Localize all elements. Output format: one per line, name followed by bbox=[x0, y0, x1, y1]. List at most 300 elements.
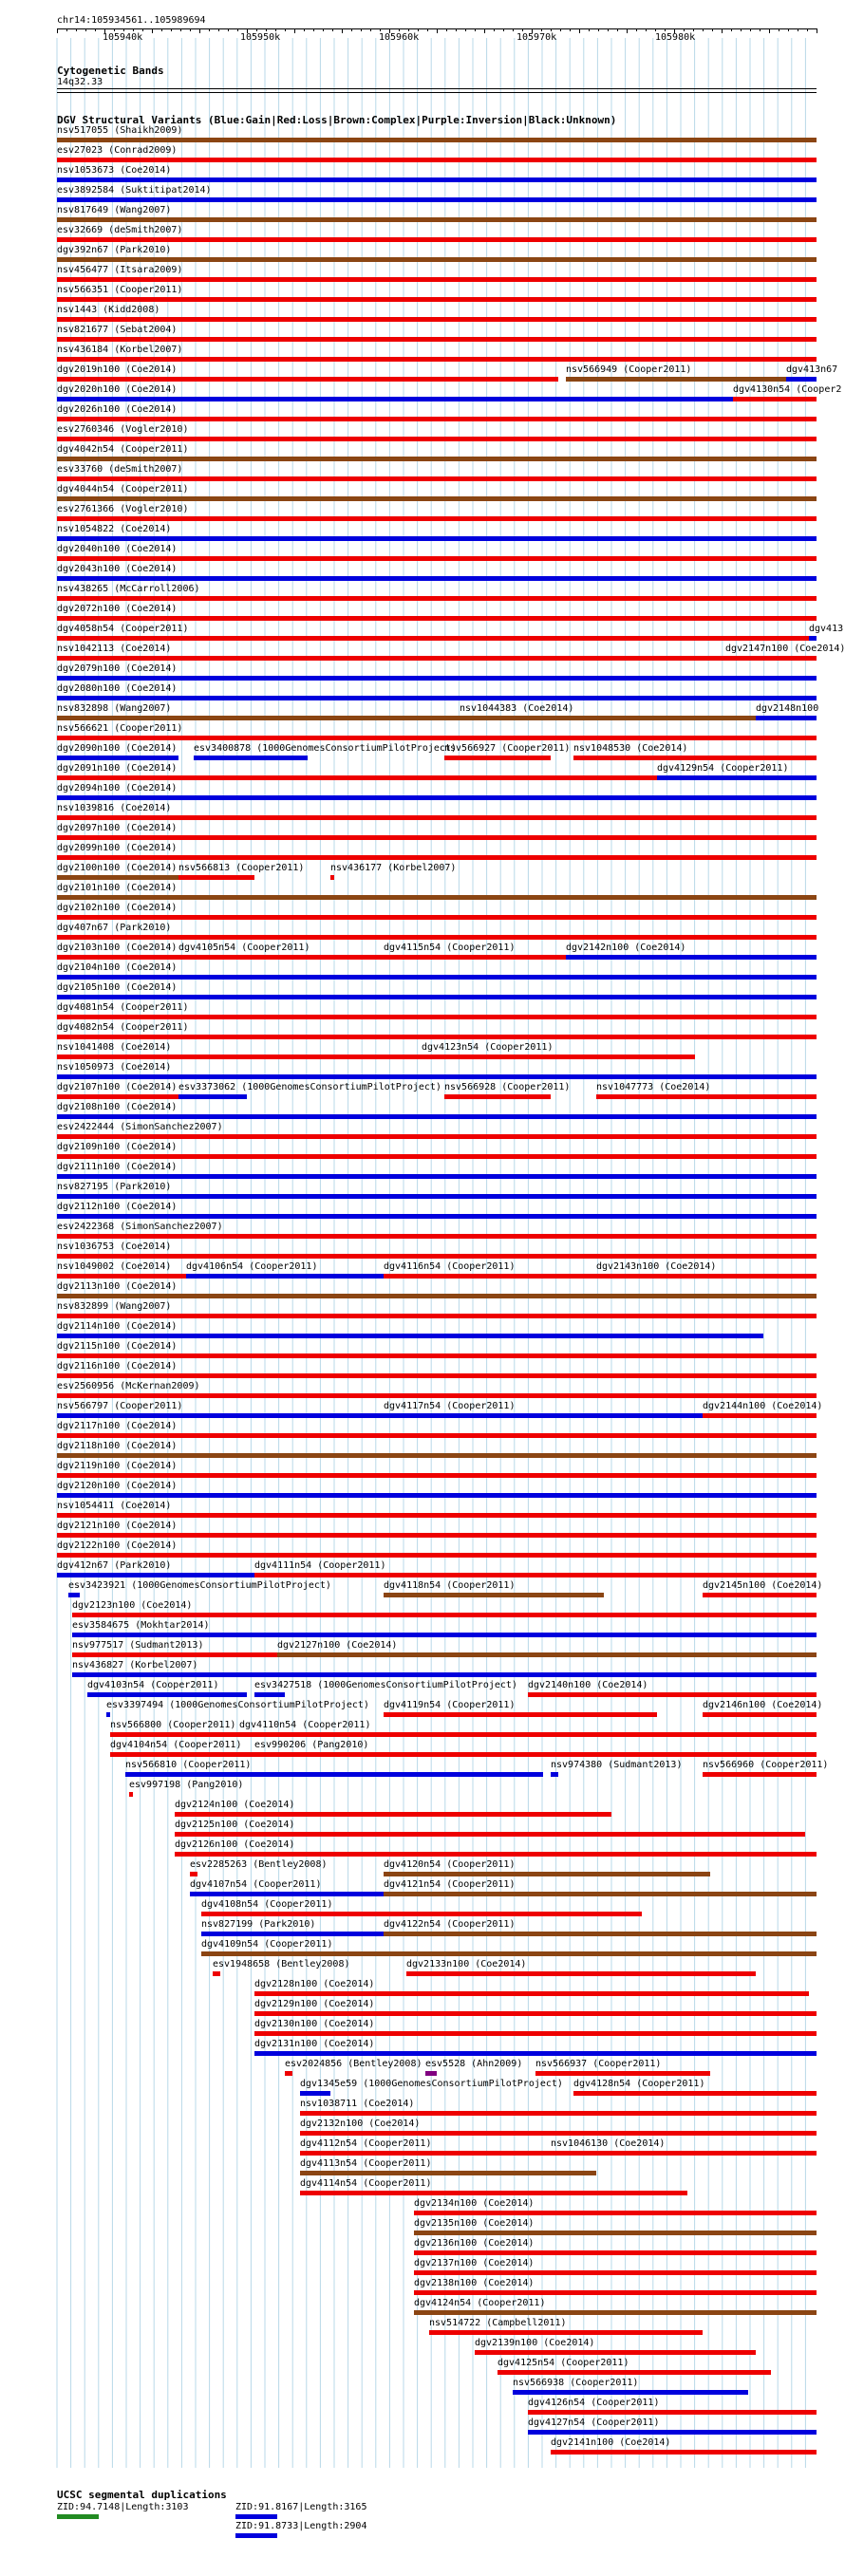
variant-label[interactable]: dgv4118n54 (Cooper2011) bbox=[384, 1580, 516, 1591]
variant-label[interactable]: dgv4122n54 (Cooper2011) bbox=[384, 1919, 516, 1930]
variant-label[interactable]: nsv517055 (Shaikh2009) bbox=[57, 125, 183, 136]
variant-label[interactable]: nsv1042113 (Coe2014) bbox=[57, 644, 172, 654]
variant-label[interactable]: dgv4130n54 (Cooper2 bbox=[733, 384, 842, 395]
variant-bar-loss[interactable] bbox=[573, 2091, 817, 2096]
variant-bar-loss[interactable] bbox=[57, 1154, 817, 1159]
variant-bar-loss[interactable] bbox=[703, 1772, 817, 1777]
variant-label[interactable]: dgv2121n100 (Coe2014) bbox=[57, 1521, 178, 1531]
variant-bar-loss[interactable] bbox=[178, 955, 384, 960]
variant-bar-loss[interactable] bbox=[57, 1274, 186, 1279]
variant-bar-gain[interactable] bbox=[551, 1772, 558, 1777]
variant-bar-loss[interactable] bbox=[239, 1732, 817, 1737]
variant-bar-gain[interactable] bbox=[657, 775, 817, 780]
variant-bar-loss[interactable] bbox=[57, 277, 817, 282]
variant-bar-loss[interactable] bbox=[444, 756, 551, 760]
variant-bar-complex[interactable] bbox=[57, 895, 817, 900]
variant-label[interactable]: dgv2131n100 (Coe2014) bbox=[254, 2039, 375, 2049]
variant-bar-loss[interactable] bbox=[300, 2191, 687, 2195]
variant-bar-complex[interactable] bbox=[57, 1294, 817, 1298]
variant-bar-loss[interactable] bbox=[414, 2250, 817, 2255]
variant-bar-loss[interactable] bbox=[254, 1752, 817, 1757]
variant-label[interactable]: dgv4044n54 (Cooper2011) bbox=[57, 484, 189, 495]
segdup-label[interactable]: ZID:91.8167|Length:3165 bbox=[235, 2502, 367, 2512]
variant-label[interactable]: nsv827199 (Park2010) bbox=[201, 1919, 316, 1930]
variant-bar-gain[interactable] bbox=[57, 397, 733, 401]
variant-bar-loss[interactable] bbox=[175, 1832, 805, 1837]
variant-label[interactable]: nsv566621 (Cooper2011) bbox=[57, 723, 183, 734]
variant-label[interactable]: dgv2117n100 (Coe2014) bbox=[57, 1421, 178, 1431]
variant-label[interactable]: dgv2148n100 bbox=[756, 703, 819, 714]
variant-bar-gain[interactable] bbox=[186, 1274, 384, 1279]
variant-bar-gain[interactable] bbox=[786, 377, 817, 382]
variant-label[interactable]: nsv1047773 (Coe2014) bbox=[596, 1082, 711, 1092]
variant-label[interactable]: dgv2146n100 (Coe2014) bbox=[703, 1700, 823, 1710]
variant-label[interactable]: dgv2119n100 (Coe2014) bbox=[57, 1461, 178, 1471]
variant-label[interactable]: nsv566928 (Cooper2011) bbox=[444, 1082, 571, 1092]
variant-label[interactable]: dgv2136n100 (Coe2014) bbox=[414, 2238, 535, 2249]
variant-label[interactable]: nsv827195 (Park2010) bbox=[57, 1182, 172, 1192]
variant-label[interactable]: nsv456477 (Itsara2009) bbox=[57, 265, 183, 275]
variant-bar-loss[interactable] bbox=[703, 1712, 817, 1717]
variant-bar-loss[interactable] bbox=[57, 237, 817, 242]
variant-label[interactable]: nsv1053673 (Coe2014) bbox=[57, 165, 172, 176]
variant-label[interactable]: dgv4125n54 (Cooper2011) bbox=[498, 2358, 629, 2368]
variant-bar-loss[interactable] bbox=[57, 855, 817, 860]
variant-bar-gain[interactable] bbox=[57, 197, 817, 202]
variant-bar-loss[interactable] bbox=[596, 1094, 817, 1099]
variant-bar-gain[interactable] bbox=[384, 1413, 703, 1418]
variant-bar-loss[interactable] bbox=[254, 2031, 817, 2036]
variant-label[interactable]: esv5528 (Ahn2009) bbox=[425, 2059, 523, 2069]
variant-bar-loss[interactable] bbox=[57, 636, 809, 641]
variant-bar-gain[interactable] bbox=[57, 1493, 817, 1498]
variant-bar-loss[interactable] bbox=[57, 1533, 817, 1538]
variant-bar-gain[interactable] bbox=[809, 636, 817, 641]
variant-label[interactable]: esv3427518 (1000GenomesConsortiumPilotProject) bbox=[254, 1680, 517, 1690]
variant-bar-loss[interactable] bbox=[72, 1613, 817, 1617]
variant-bar-loss[interactable] bbox=[384, 955, 566, 960]
variant-label[interactable]: esv2285263 (Bentley2008) bbox=[190, 1859, 328, 1870]
variant-bar-loss[interactable] bbox=[498, 2370, 771, 2375]
variant-bar-complex[interactable] bbox=[566, 377, 786, 382]
variant-bar-complex[interactable] bbox=[57, 138, 817, 142]
variant-bar-gain[interactable] bbox=[68, 1593, 80, 1597]
variant-bar-loss[interactable] bbox=[175, 1852, 817, 1857]
variant-bar-loss[interactable] bbox=[384, 1712, 657, 1717]
variant-label[interactable]: dgv4112n54 (Cooper2011) bbox=[300, 2138, 432, 2149]
variant-bar-gain[interactable] bbox=[72, 1633, 817, 1637]
variant-bar-gain[interactable] bbox=[57, 995, 817, 999]
variant-bar-complex[interactable] bbox=[57, 457, 817, 461]
variant-bar-gain[interactable] bbox=[300, 2091, 330, 2096]
variant-bar-complex[interactable] bbox=[384, 1892, 817, 1896]
variant-label[interactable]: dgv2125n100 (Coe2014) bbox=[175, 1820, 295, 1830]
variant-bar-loss[interactable] bbox=[57, 1433, 817, 1438]
variant-label[interactable]: dgv4105n54 (Cooper2011) bbox=[178, 943, 310, 953]
variant-label[interactable]: nsv832899 (Wang2007) bbox=[57, 1301, 172, 1312]
variant-bar-gain[interactable] bbox=[57, 1074, 817, 1079]
variant-label[interactable]: nsv566800 (Cooper2011) bbox=[110, 1720, 236, 1730]
variant-label[interactable]: dgv2104n100 (Coe2014) bbox=[57, 962, 178, 973]
variant-bar-loss[interactable] bbox=[57, 596, 817, 601]
variant-bar-loss[interactable] bbox=[72, 1652, 277, 1657]
variant-bar-complex[interactable] bbox=[384, 1872, 710, 1876]
variant-label[interactable]: nsv436184 (Korbel2007) bbox=[57, 345, 183, 355]
variant-bar-loss[interactable] bbox=[57, 656, 725, 661]
variant-bar-loss[interactable] bbox=[725, 656, 817, 661]
variant-bar-complex[interactable] bbox=[57, 257, 817, 262]
segdup-label[interactable]: ZID:91.8733|Length:2904 bbox=[235, 2521, 367, 2531]
variant-bar-complex[interactable] bbox=[201, 1951, 817, 1956]
variant-bar-gain[interactable] bbox=[57, 795, 817, 800]
variant-bar-loss[interactable] bbox=[528, 2410, 817, 2415]
variant-label[interactable]: dgv2103n100 (Coe2014) bbox=[57, 943, 178, 953]
variant-label[interactable]: dgv2090n100 (Coe2014) bbox=[57, 743, 178, 754]
variant-label[interactable]: dgv2094n100 (Coe2014) bbox=[57, 783, 178, 793]
variant-bar-complex[interactable] bbox=[384, 1932, 817, 1936]
variant-bar-loss[interactable] bbox=[190, 1872, 197, 1876]
variant-label[interactable]: dgv2135n100 (Coe2014) bbox=[414, 2218, 535, 2229]
segdup-bar[interactable] bbox=[235, 2514, 277, 2519]
variant-label[interactable]: nsv1041408 (Coe2014) bbox=[57, 1042, 172, 1053]
variant-bar-loss[interactable] bbox=[178, 875, 254, 880]
variant-label[interactable]: dgv4124n54 (Cooper2011) bbox=[414, 2298, 546, 2308]
variant-label[interactable]: esv990206 (Pang2010) bbox=[254, 1740, 369, 1750]
variant-label[interactable]: dgv392n67 (Park2010) bbox=[57, 245, 172, 255]
coordinate-ruler[interactable] bbox=[57, 28, 817, 47]
variant-label[interactable]: dgv2120n100 (Coe2014) bbox=[57, 1481, 178, 1491]
variant-label[interactable]: dgv2080n100 (Coe2014) bbox=[57, 683, 178, 694]
variant-bar-gain[interactable] bbox=[57, 696, 817, 700]
variant-label[interactable]: dgv2138n100 (Coe2014) bbox=[414, 2278, 535, 2288]
variant-label[interactable]: dgv2116n100 (Coe2014) bbox=[57, 1361, 178, 1372]
variant-label[interactable]: dgv2140n100 (Coe2014) bbox=[528, 1680, 648, 1690]
variant-bar-loss[interactable] bbox=[528, 1692, 817, 1697]
variant-bar-loss[interactable] bbox=[57, 377, 558, 382]
variant-bar-complex[interactable] bbox=[57, 1453, 817, 1458]
variant-label[interactable]: dgv4120n54 (Cooper2011) bbox=[384, 1859, 516, 1870]
variant-label[interactable]: dgv4106n54 (Cooper2011) bbox=[186, 1261, 318, 1272]
variant-label[interactable]: nsv977517 (Sudmant2013) bbox=[72, 1640, 204, 1651]
variant-bar-gain[interactable] bbox=[57, 975, 817, 980]
variant-label[interactable]: dgv2099n100 (Coe2014) bbox=[57, 843, 178, 853]
variant-label[interactable]: dgv2126n100 (Coe2014) bbox=[175, 1839, 295, 1850]
variant-bar-loss[interactable] bbox=[406, 1971, 756, 1976]
variant-label[interactable]: nsv1049002 (Coe2014) bbox=[57, 1261, 172, 1272]
variant-bar-loss[interactable] bbox=[414, 2270, 817, 2275]
variant-bar-gain[interactable] bbox=[254, 2051, 817, 2056]
variant-bar-complex[interactable] bbox=[277, 1652, 817, 1657]
variant-bar-gain[interactable] bbox=[72, 1672, 817, 1677]
variant-label[interactable]: esv3373062 (1000GenomesConsortiumPilotProject) bbox=[178, 1082, 441, 1092]
variant-bar-loss[interactable] bbox=[57, 437, 817, 441]
variant-bar-loss[interactable] bbox=[475, 2350, 756, 2355]
variant-label[interactable]: esv32669 (deSmith2007) bbox=[57, 225, 183, 235]
variant-label[interactable]: dgv2128n100 (Coe2014) bbox=[254, 1979, 375, 1989]
variant-label[interactable]: dgv4121n54 (Cooper2011) bbox=[384, 1879, 516, 1890]
variant-bar-gain[interactable] bbox=[57, 1413, 384, 1418]
variant-label[interactable]: dgv1345e59 (1000GenomesConsortiumPilotProject) bbox=[300, 2079, 563, 2089]
variant-label[interactable]: dgv2145n100 (Coe2014) bbox=[703, 1580, 823, 1591]
variant-label[interactable]: dgv413n67 bbox=[786, 364, 838, 375]
variant-bar-loss[interactable] bbox=[57, 1353, 817, 1358]
variant-bar-loss[interactable] bbox=[57, 616, 817, 621]
variant-label[interactable]: esv2760346 (Vogler2010) bbox=[57, 424, 189, 435]
variant-label[interactable]: dgv2079n100 (Coe2014) bbox=[57, 663, 178, 674]
variant-label[interactable]: dgv4115n54 (Cooper2011) bbox=[384, 943, 516, 953]
variant-label[interactable]: nsv832898 (Wang2007) bbox=[57, 703, 172, 714]
variant-label[interactable]: dgv2108n100 (Coe2014) bbox=[57, 1102, 178, 1112]
variant-label[interactable]: nsv1054411 (Coe2014) bbox=[57, 1501, 172, 1511]
variant-label[interactable]: esv3584675 (Mokhtar2014) bbox=[72, 1620, 210, 1631]
variant-bar-gain[interactable] bbox=[57, 756, 178, 760]
variant-bar-loss[interactable] bbox=[429, 2330, 703, 2335]
variant-label[interactable]: dgv4111n54 (Cooper2011) bbox=[254, 1560, 386, 1571]
variant-bar-loss[interactable] bbox=[414, 2211, 817, 2215]
variant-bar-loss[interactable] bbox=[57, 915, 817, 920]
variant-label[interactable]: dgv2040n100 (Coe2014) bbox=[57, 544, 178, 554]
variant-label[interactable]: nsv1050973 (Coe2014) bbox=[57, 1062, 172, 1073]
variant-label[interactable]: dgv2144n100 (Coe2014) bbox=[703, 1401, 823, 1411]
variant-bar-gain[interactable] bbox=[125, 1772, 543, 1777]
variant-bar-gain[interactable] bbox=[194, 756, 308, 760]
variant-label[interactable]: nsv1046130 (Coe2014) bbox=[551, 2138, 666, 2149]
variant-label[interactable]: dgv2114n100 (Coe2014) bbox=[57, 1321, 178, 1332]
variant-label[interactable]: dgv4113n54 (Cooper2011) bbox=[300, 2158, 432, 2169]
variant-label[interactable]: dgv2026n100 (Coe2014) bbox=[57, 404, 178, 415]
variant-label[interactable]: esv3400878 (1000GenomesConsortiumPilotProject) bbox=[194, 743, 457, 754]
variant-bar-loss[interactable] bbox=[57, 1015, 817, 1019]
variant-label[interactable]: nsv1039816 (Coe2014) bbox=[57, 803, 172, 813]
variant-label[interactable]: dgv2130n100 (Coe2014) bbox=[254, 2019, 375, 2029]
variant-label[interactable]: dgv4107n54 (Cooper2011) bbox=[190, 1879, 322, 1890]
variant-bar-loss[interactable] bbox=[57, 1234, 817, 1239]
variant-label[interactable]: esv2761366 (Vogler2010) bbox=[57, 504, 189, 514]
variant-bar-loss[interactable] bbox=[254, 1991, 809, 1996]
variant-label[interactable]: esv3397494 (1000GenomesConsortiumPilotProject) bbox=[106, 1700, 369, 1710]
variant-bar-loss[interactable] bbox=[444, 1094, 551, 1099]
variant-label[interactable]: dgv2142n100 (Coe2014) bbox=[566, 943, 686, 953]
variant-label[interactable]: nsv566949 (Cooper2011) bbox=[566, 364, 692, 375]
variant-label[interactable]: nsv1054822 (Coe2014) bbox=[57, 524, 172, 534]
variant-label[interactable]: dgv2043n100 (Coe2014) bbox=[57, 564, 178, 574]
variant-bar-loss[interactable] bbox=[384, 1274, 596, 1279]
variant-bar-gain[interactable] bbox=[566, 955, 817, 960]
variant-bar-loss[interactable] bbox=[57, 1393, 817, 1398]
variant-bar-loss[interactable] bbox=[573, 756, 817, 760]
variant-label[interactable]: dgv407n67 (Park2010) bbox=[57, 923, 172, 933]
variant-label[interactable]: dgv2105n100 (Coe2014) bbox=[57, 982, 178, 993]
variant-bar-loss[interactable] bbox=[703, 1413, 817, 1418]
segdup-label[interactable]: ZID:94.7148|Length:3103 bbox=[57, 2502, 189, 2512]
variant-label[interactable]: dgv4058n54 (Cooper2011) bbox=[57, 624, 189, 634]
variant-label[interactable]: esv2024856 (Bentley2008) bbox=[285, 2059, 422, 2069]
variant-bar-loss[interactable] bbox=[201, 1912, 642, 1916]
variant-label[interactable]: nsv566810 (Cooper2011) bbox=[125, 1760, 252, 1770]
variant-label[interactable]: esv33760 (deSmith2007) bbox=[57, 464, 183, 475]
variant-label[interactable]: nsv566927 (Cooper2011) bbox=[444, 743, 571, 754]
variant-bar-complex[interactable] bbox=[384, 1593, 604, 1597]
variant-bar-complex[interactable] bbox=[57, 716, 460, 720]
variant-bar-complex[interactable] bbox=[57, 496, 817, 501]
variant-bar-loss[interactable] bbox=[551, 2151, 817, 2156]
variant-bar-complex[interactable] bbox=[57, 875, 178, 880]
variant-bar-loss[interactable] bbox=[57, 775, 657, 780]
variant-label[interactable]: nsv1036753 (Coe2014) bbox=[57, 1241, 172, 1252]
variant-label[interactable]: dgv413 bbox=[809, 624, 844, 634]
variant-label[interactable]: dgv4082n54 (Cooper2011) bbox=[57, 1022, 189, 1033]
variant-bar-gain[interactable] bbox=[254, 1692, 285, 1697]
variant-label[interactable]: dgv2107n100 (Coe2014) bbox=[57, 1082, 178, 1092]
variant-label[interactable]: dgv2115n100 (Coe2014) bbox=[57, 1341, 178, 1352]
variant-label[interactable]: dgv412n67 (Park2010) bbox=[57, 1560, 172, 1571]
variant-label[interactable]: dgv4114n54 (Cooper2011) bbox=[300, 2178, 432, 2189]
variant-label[interactable]: esv3892584 (Suktitipat2014) bbox=[57, 185, 212, 196]
variant-bar-gain[interactable] bbox=[528, 2430, 817, 2435]
variant-bar-gain[interactable] bbox=[57, 1334, 763, 1338]
variant-bar-loss[interactable] bbox=[57, 1134, 817, 1139]
variant-label[interactable]: dgv4128n54 (Cooper2011) bbox=[573, 2079, 705, 2089]
variant-label[interactable]: dgv2127n100 (Coe2014) bbox=[277, 1640, 398, 1651]
variant-label[interactable]: dgv4129n54 (Cooper2011) bbox=[657, 763, 789, 774]
variant-bar-loss[interactable] bbox=[300, 2131, 817, 2136]
variant-label[interactable]: esv3423921 (1000GenomesConsortiumPilotProject) bbox=[68, 1580, 331, 1591]
variant-label[interactable]: dgv4123n54 (Cooper2011) bbox=[422, 1042, 554, 1053]
variant-label[interactable]: dgv2109n100 (Coe2014) bbox=[57, 1142, 178, 1152]
variant-label[interactable]: nsv436177 (Korbel2007) bbox=[330, 863, 457, 873]
variant-label[interactable]: dgv2097n100 (Coe2014) bbox=[57, 823, 178, 833]
variant-label[interactable]: dgv2134n100 (Coe2014) bbox=[414, 2198, 535, 2209]
variant-label[interactable]: dgv4117n54 (Cooper2011) bbox=[384, 1401, 516, 1411]
variant-label[interactable]: nsv974380 (Sudmant2013) bbox=[551, 1760, 683, 1770]
variant-label[interactable]: nsv821677 (Sebat2004) bbox=[57, 325, 178, 335]
variant-label[interactable]: dgv4127n54 (Cooper2011) bbox=[528, 2417, 660, 2428]
variant-bar-loss[interactable] bbox=[733, 397, 817, 401]
variant-label[interactable]: nsv566937 (Cooper2011) bbox=[535, 2059, 662, 2069]
variant-bar-loss[interactable] bbox=[57, 835, 817, 840]
variant-label[interactable]: dgv4110n54 (Cooper2011) bbox=[239, 1720, 371, 1730]
variant-bar-gain[interactable] bbox=[87, 1692, 247, 1697]
variant-label[interactable]: dgv2111n100 (Coe2014) bbox=[57, 1162, 178, 1172]
variant-label[interactable]: dgv4081n54 (Cooper2011) bbox=[57, 1002, 189, 1013]
variant-label[interactable]: dgv4109n54 (Cooper2011) bbox=[201, 1939, 333, 1950]
variant-label[interactable]: dgv2072n100 (Coe2014) bbox=[57, 604, 178, 614]
variant-bar-gain[interactable] bbox=[57, 1114, 817, 1119]
variant-bar-loss[interactable] bbox=[57, 317, 817, 322]
variant-label[interactable]: nsv514722 (Campbell2011) bbox=[429, 2318, 567, 2328]
variant-label[interactable]: nsv566960 (Cooper2011) bbox=[703, 1760, 829, 1770]
variant-bar-loss[interactable] bbox=[57, 417, 817, 421]
variant-label[interactable]: dgv2113n100 (Coe2014) bbox=[57, 1281, 178, 1292]
variant-label[interactable]: dgv2137n100 (Coe2014) bbox=[414, 2258, 535, 2268]
variant-label[interactable]: dgv2118n100 (Coe2014) bbox=[57, 1441, 178, 1451]
variant-bar-complex[interactable] bbox=[460, 716, 756, 720]
variant-bar-complex[interactable] bbox=[414, 2310, 817, 2315]
variant-bar-complex[interactable] bbox=[300, 2171, 596, 2175]
variant-bar-loss[interactable] bbox=[57, 516, 817, 521]
variant-label[interactable]: nsv817649 (Wang2007) bbox=[57, 205, 172, 215]
variant-bar-loss[interactable] bbox=[175, 1812, 611, 1817]
variant-bar-loss[interactable] bbox=[57, 476, 817, 481]
variant-bar-complex[interactable] bbox=[57, 217, 817, 222]
variant-bar-loss[interactable] bbox=[300, 2151, 551, 2156]
variant-label[interactable]: dgv2123n100 (Coe2014) bbox=[72, 1600, 193, 1611]
variant-label[interactable]: nsv1038711 (Coe2014) bbox=[300, 2099, 415, 2109]
variant-bar-loss[interactable] bbox=[57, 556, 817, 561]
variant-bar-gain[interactable] bbox=[57, 536, 817, 541]
variant-label[interactable]: dgv2122n100 (Coe2014) bbox=[57, 1540, 178, 1551]
variant-bar-gain[interactable] bbox=[57, 1174, 817, 1179]
variant-bar-loss[interactable] bbox=[57, 158, 817, 162]
variant-bar-loss[interactable] bbox=[57, 1373, 817, 1378]
variant-bar-gain[interactable] bbox=[756, 716, 817, 720]
segdup-bar[interactable] bbox=[57, 2514, 99, 2519]
variant-bar-loss[interactable] bbox=[57, 955, 178, 960]
variant-label[interactable]: dgv2020n100 (Coe2014) bbox=[57, 384, 178, 395]
segdup-bar[interactable] bbox=[235, 2533, 277, 2538]
variant-bar-loss[interactable] bbox=[414, 2290, 817, 2295]
variant-bar-loss[interactable] bbox=[110, 1752, 254, 1757]
variant-bar-loss[interactable] bbox=[535, 2071, 710, 2076]
variant-label[interactable]: esv997198 (Pang2010) bbox=[129, 1780, 244, 1790]
variant-bar-gain[interactable] bbox=[190, 1892, 384, 1896]
variant-label[interactable]: dgv2143n100 (Coe2014) bbox=[596, 1261, 717, 1272]
variant-bar-loss[interactable] bbox=[57, 297, 817, 302]
variant-label[interactable]: dgv4108n54 (Cooper2011) bbox=[201, 1899, 333, 1910]
variant-label[interactable]: dgv2112n100 (Coe2014) bbox=[57, 1202, 178, 1212]
variant-bar-loss[interactable] bbox=[57, 357, 817, 362]
variant-bar-loss[interactable] bbox=[57, 1314, 817, 1318]
variant-bar-loss[interactable] bbox=[57, 1553, 817, 1558]
variant-bar-gain[interactable] bbox=[57, 1194, 817, 1199]
variant-bar-loss[interactable] bbox=[57, 1473, 817, 1478]
variant-label[interactable]: dgv2129n100 (Coe2014) bbox=[254, 1999, 375, 2009]
variant-label[interactable]: dgv2147n100 (Coe2014) bbox=[725, 644, 845, 654]
variant-label[interactable]: esv2560956 (McKernan2009) bbox=[57, 1381, 200, 1391]
variant-label[interactable]: nsv1044383 (Coe2014) bbox=[460, 703, 574, 714]
variant-bar-gain[interactable] bbox=[106, 1712, 110, 1717]
variant-bar-gain[interactable] bbox=[57, 1214, 817, 1219]
variant-bar-loss[interactable] bbox=[57, 736, 817, 740]
variant-label[interactable]: dgv2100n100 (Coe2014) bbox=[57, 863, 178, 873]
variant-label[interactable]: esv2422444 (SimonSanchez2007) bbox=[57, 1122, 223, 1132]
variant-bar-loss[interactable] bbox=[57, 815, 817, 820]
variant-label[interactable]: dgv2132n100 (Coe2014) bbox=[300, 2119, 421, 2129]
variant-bar-loss[interactable] bbox=[213, 1971, 220, 1976]
variant-bar-loss[interactable] bbox=[254, 1573, 817, 1577]
variant-bar-gain[interactable] bbox=[57, 576, 817, 581]
variant-label[interactable]: dgv4042n54 (Cooper2011) bbox=[57, 444, 189, 455]
variant-label[interactable]: nsv566938 (Cooper2011) bbox=[513, 2378, 639, 2388]
variant-label[interactable]: nsv438265 (McCarroll2006) bbox=[57, 584, 200, 594]
variant-label[interactable]: dgv4116n54 (Cooper2011) bbox=[384, 1261, 516, 1272]
variant-bar-gain[interactable] bbox=[178, 1094, 247, 1099]
variant-label[interactable]: esv2422368 (SimonSanchez2007) bbox=[57, 1222, 223, 1232]
variant-bar-gain[interactable] bbox=[57, 676, 817, 681]
variant-bar-gain[interactable] bbox=[57, 1573, 254, 1577]
variant-label[interactable]: dgv2101n100 (Coe2014) bbox=[57, 883, 178, 893]
variant-bar-loss[interactable] bbox=[110, 1732, 239, 1737]
variant-bar-loss[interactable] bbox=[703, 1593, 817, 1597]
variant-bar-loss[interactable] bbox=[57, 1035, 817, 1039]
variant-bar-loss[interactable] bbox=[129, 1792, 133, 1797]
variant-bar-gain[interactable] bbox=[57, 177, 817, 182]
variant-label[interactable]: dgv4103n54 (Cooper2011) bbox=[87, 1680, 219, 1690]
variant-bar-loss[interactable] bbox=[57, 1055, 422, 1059]
variant-label[interactable]: dgv2019n100 (Coe2014) bbox=[57, 364, 178, 375]
variant-label[interactable]: dgv4126n54 (Cooper2011) bbox=[528, 2398, 660, 2408]
variant-label[interactable]: dgv2091n100 (Coe2014) bbox=[57, 763, 178, 774]
